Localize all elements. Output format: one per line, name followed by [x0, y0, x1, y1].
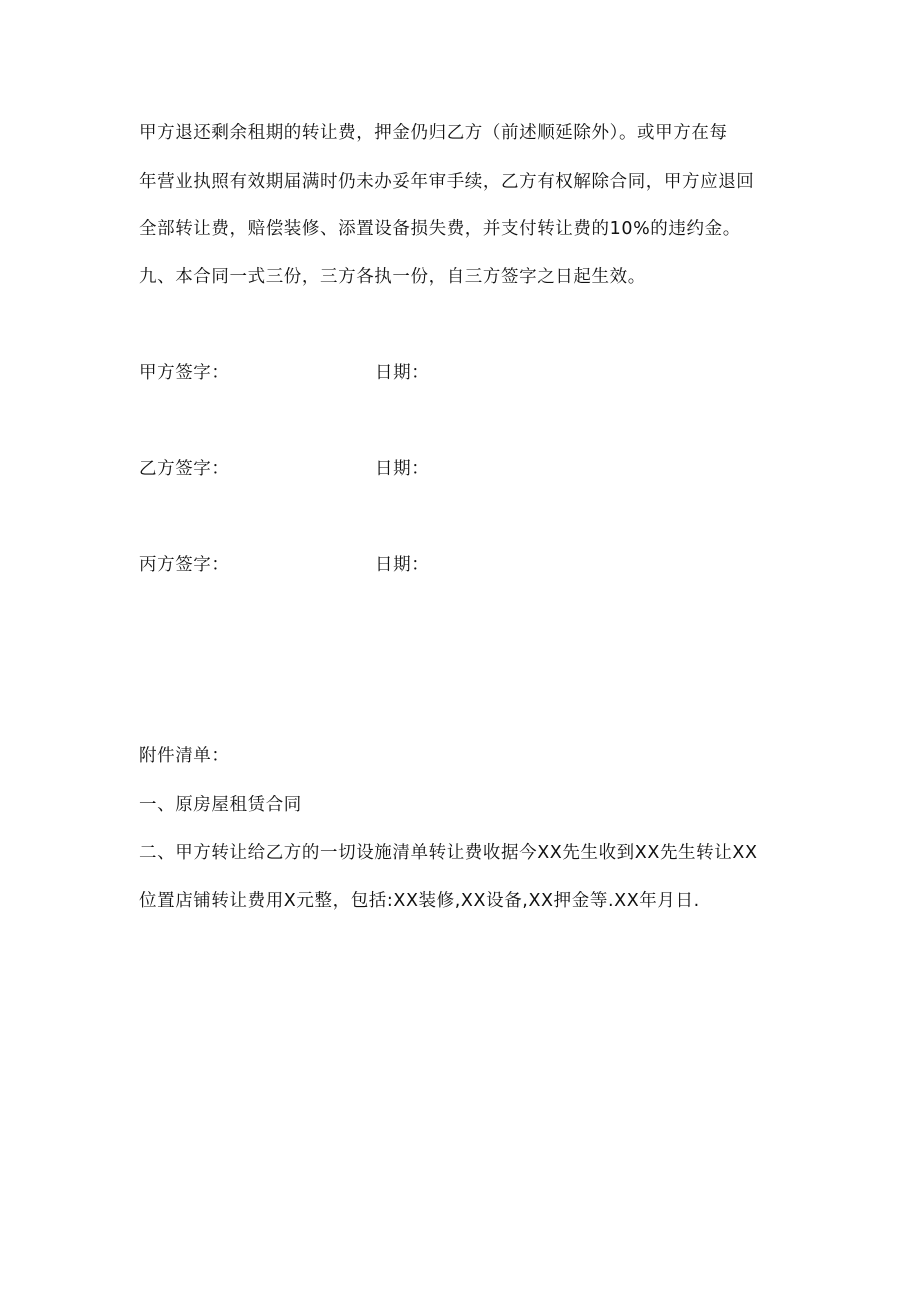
paragraph-line-1: 甲方退还剩余租期的转让费，押金仍归乙方（前述顺延除外）。或甲方在每	[139, 123, 728, 143]
party-a-signature-label: 甲方签字：	[139, 363, 230, 383]
party-b-signature-label: 乙方签字：	[139, 459, 230, 479]
party-c-date-label: 日期：	[375, 555, 430, 575]
paragraph-line-2: 年营业执照有效期届满时仍未办妥年审手续，乙方有权解除合同，甲方应退回	[139, 172, 755, 192]
paragraph-line-3: 全部转让费，赔偿装修、添置设备损失费，并支付转让费的10%的违约金。	[139, 219, 741, 239]
attachment-item-2-continued: 位置店铺转让费用X元整，包括:XX装修,XX设备,XX押金等.XX年月日.	[139, 891, 700, 911]
party-a-date-label: 日期：	[375, 363, 430, 383]
clause-nine: 九、本合同一式三份，三方各执一份，自三方签字之日起生效。	[139, 267, 646, 287]
party-b-date-label: 日期：	[375, 459, 430, 479]
party-c-signature-label: 丙方签字：	[139, 555, 230, 575]
attachment-item-1: 一、原房屋租赁合同	[139, 795, 302, 815]
attachments-title: 附件清单：	[139, 746, 230, 766]
attachment-item-2: 二、甲方转让给乙方的一切设施清单转让费收据今XX先生收到XX先生转让XX	[139, 843, 758, 863]
